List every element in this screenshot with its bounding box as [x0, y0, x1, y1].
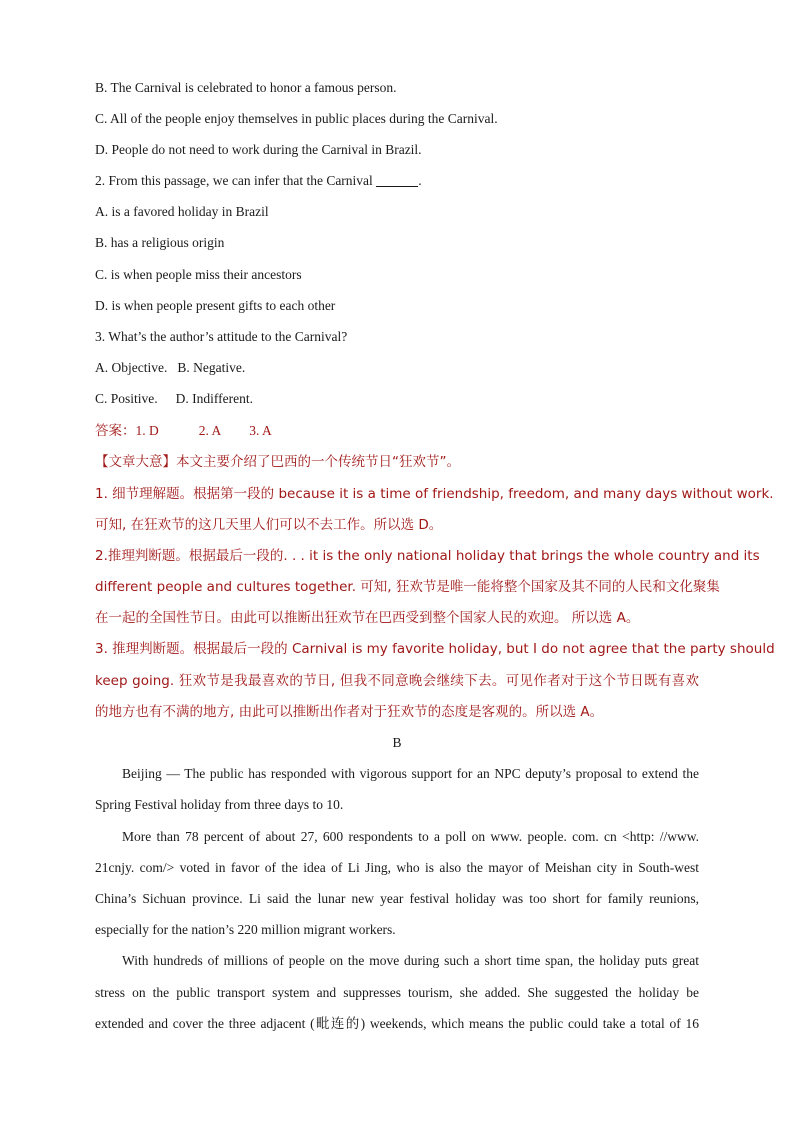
q3-option-a: A. Objective. [95, 360, 168, 375]
answer-3: 3. A [249, 423, 272, 438]
passage-p2-line-2: 21cnjy. com/> voted in favor of the idea of Li Jing, who is also the mayor of Meishan city in South-west [95, 860, 699, 875]
q3-options-row2 [95, 389, 699, 409]
passage-p1-line-2: Spring Festival holiday from three days to 10. [95, 797, 344, 812]
explanation-3-line-2: keep going. 狂欢节是我最喜欢的节日, 但我不同意晚会继续下去。可见作者对于这个节日既有喜欢 [95, 673, 699, 689]
q3-option-d: D. Indifferent. [175, 391, 253, 406]
q2-stem [95, 171, 699, 191]
explanation-2-line-2: different people and cultures together. 可知, 狂欢节是唯一能将整个国家及其不同的人民和文化聚集 [95, 579, 720, 595]
q2-option-d: D. is when people present gifts to each other [95, 298, 336, 313]
passage-p3-line-3: extended and cover the three adjacent (毗连的) weekends, which means the public could take a total of 16 [95, 1016, 699, 1031]
q2-stem-end: . [418, 173, 422, 188]
section-heading: B [392, 735, 402, 750]
passage-p3-line-1: With hundreds of millions of people on the move during such a short time span, the holiday puts great [122, 953, 699, 968]
explanation-1-line-2: 可知, 在狂欢节的这几天里人们可以不去工作。所以选 D。 [95, 517, 443, 533]
passage-p2-line-3: China’s Sichuan province. Li said the lunar new year festival holiday was too short for family reunions, [95, 891, 699, 906]
answer-1: 1. D [135, 423, 159, 438]
q3-options-row1 [95, 358, 699, 378]
explanation-2-line-3: 在一起的全国性节日。由此可以推断出狂欢节在巴西受到整个国家人民的欢迎。 所以选 A。 [95, 610, 640, 626]
explanation-2-line-1: 2.推理判断题。根据最后一段的. . . it is the only national holiday that brings the whole country and its [95, 548, 760, 564]
answer-blank [376, 172, 418, 187]
answer-key [95, 421, 699, 441]
q1-option-b: B. The Carnival is celebrated to honor a famous person. [95, 80, 397, 95]
passage-p2-line-1: More than 78 percent of about 27, 600 respondents to a poll on www. people. com. cn <http: //www. [122, 829, 699, 844]
q2-option-b: B. has a religious origin [95, 235, 225, 250]
answer-2: 2. A [198, 423, 222, 438]
q3-option-b: B. Negative. [177, 360, 246, 375]
answer-label: 答案： [95, 423, 136, 439]
q1-option-d: D. People do not need to work during the Carnival in Brazil. [95, 142, 422, 157]
explanation-3-line-1: 3. 推理判断题。根据最后一段的 Carnival is my favorite holiday, but I do not agree that the party should [95, 641, 775, 657]
q3-stem: 3. What’s the author’s attitude to the Carnival? [95, 329, 348, 344]
article-summary: 【文章大意】本文主要介绍了巴西的一个传统节日“狂欢节”。 [95, 454, 460, 470]
explanation-1-line-1: 1. 细节理解题。根据第一段的 because it is a time of friendship, freedom, and many days without work. [95, 486, 774, 502]
q3-option-c: C. Positive. [95, 391, 158, 406]
q2-option-a: A. is a favored holiday in Brazil [95, 204, 269, 219]
q1-option-c: C. All of the people enjoy themselves in public places during the Carnival. [95, 111, 498, 126]
passage-p2-line-4: especially for the nation’s 220 million migrant workers. [95, 922, 396, 937]
q2-stem-text: 2. From this passage, we can infer that the Carnival [95, 173, 373, 188]
explanation-3-line-3: 的地方也有不满的地方, 由此可以推断出作者对于狂欢节的态度是客观的。所以选 A。 [95, 704, 604, 720]
passage-p1-line-1: Beijing — The public has responded with vigorous support for an NPC deputy’s proposal to extend the [122, 766, 699, 781]
q2-option-c: C. is when people miss their ancestors [95, 267, 302, 282]
passage-p3-line-2: stress on the public transport system and suppresses tourism, she added. She suggested the holiday be [95, 985, 699, 1000]
